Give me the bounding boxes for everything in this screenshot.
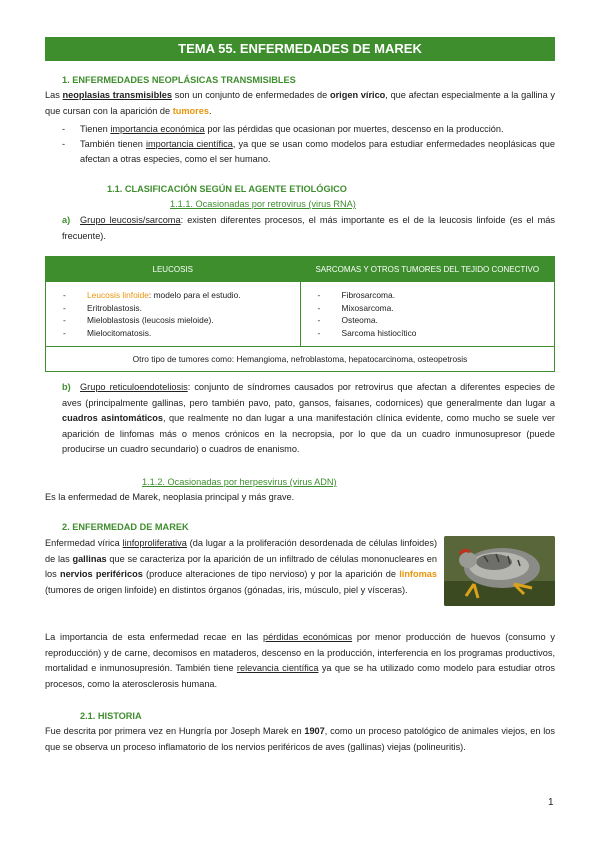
marek-definition-paragraph: Enfermedad vírica linfoproliferativa (da lugar a la proliferación desordenada de células linfoides) de las gallinas que se caracteriza por la aparición de un infiltrado de células mononucleares en los nervios periféricos (produce alteraciones de tipo nervioso) y por la aparición de linfomas (tumores de origen linfoide) en distintos órganos (gónadas, iris, músculo, piel y vísceras). — [45, 538, 437, 595]
history-paragraph: Fue descrita por primera vez en Hungría por Joseph Marek en 1907, como un proceso patológico de animales viejos, en los que se observa un proceso inflamatorio de los nervios periféricos de aves (gallinas) viejas (polineuritis). — [45, 726, 555, 752]
list-item: - Leucosis linfoide: modelo para el estudio. — [63, 290, 241, 300]
list-item: - Fibrosarcoma. — [317, 290, 396, 300]
list-item: - Mixosarcoma. — [317, 302, 394, 313]
section-heading-1-1: 1.1. CLASIFICACIÓN SEGÚN EL AGENTE ETIOLÓGICO — [107, 184, 347, 194]
group-a-paragraph: a) Grupo leucosis/sarcoma: existen diferentes procesos, el más importante es el de la leucosis linfoide (es el más frecuente). — [62, 215, 555, 241]
chicken-illustration — [444, 536, 555, 606]
group-b-paragraph: b) Grupo reticuloendoteliosis: conjunto de síndromes causados por retrovirus que afectan a diferentes especies de aves (principalmente gallinas, pero también pavo, pato, gansos, faisanes, codornices) que generalmente dan lugar a cuadros asintomáticos, que realmente no dan lugar a una manifestación clínica evidente, como mucho se suele ver aparición de linfomas más o menos crónicos en la necropsia, por lo que da un cuadro inmunosupresor (puede producirse un cuadro secundario) o cuadros de enanismo. — [62, 382, 555, 454]
list-item: - Sarcoma histiocítico — [317, 327, 417, 338]
list-item: - Osteoma. — [317, 315, 378, 325]
table-header-leucosis: LEUCOSIS — [46, 257, 301, 282]
bullet-importance-economic: - Tienen importancia económica por las pérdidas que ocasionan por muertes, descenso en la producción. — [62, 124, 504, 134]
intro-paragraph: Las neoplasias transmisibles son un conjunto de enfermedades de origen vírico, que afectan especialmente a la gallina y que cursan con la aparición de tumores. — [45, 90, 556, 116]
subsection-heading-herpesvirus: 1.1.2. Ocasionadas por herpesvirus (virus ADN) — [142, 477, 337, 487]
table-footer: Otro tipo de tumores como: Hemangioma, nefroblastoma, hepatocarcinoma, osteopetrosis — [46, 347, 555, 372]
page-number: 1 — [548, 797, 554, 808]
table-cell-leucosis — [46, 282, 301, 347]
table-cell-sarcomas — [300, 282, 555, 347]
list-item: - Mielocitomatosis. — [63, 327, 152, 338]
bullet-importance-scientific: - También tienen importancia científica, ya que se usan como modelos para estudiar enfermedades neoplásicas que afectan a otras especies, como el ser humano. — [62, 139, 555, 164]
section-heading-2: 2. ENFERMEDAD DE MAREK — [62, 522, 189, 532]
tumor-classification-table — [45, 256, 555, 372]
table-header-sarcomas: SARCOMAS Y OTROS TUMORES DEL TEJIDO CONECTIVO — [300, 257, 555, 282]
herpesvirus-paragraph: Es la enfermedad de Marek, neoplasia principal y más grave. — [45, 492, 295, 502]
section-heading-1: 1. ENFERMEDADES NEOPLÁSICAS TRANSMISIBLES — [62, 75, 296, 85]
subsection-heading-retrovirus: 1.1.1. Ocasionadas por retrovirus (virus RNA) — [170, 199, 356, 209]
list-item: - Eritroblastosis. — [63, 302, 142, 313]
page-title: TEMA 55. ENFERMEDADES DE MAREK — [45, 37, 555, 61]
sick-chicken-photo — [444, 536, 555, 606]
list-item: - Mieloblastosis (leucosis mieloide). — [63, 315, 214, 325]
section-heading-2-1: 2.1. HISTORIA — [80, 711, 142, 721]
importance-paragraph: La importancia de esta enfermedad recae en las pérdidas económicas por menor producción de huevos (consumo y reproducción) y de carne, decomisos en mataderos, descenso en la producción, interferencia en los programas productivos, mortalidad e inmunosupresión. También tiene relevancia científica ya que se ha utilizado como modelo para estudiar otros procesos, como la aterosclerosis humana. — [45, 632, 555, 689]
